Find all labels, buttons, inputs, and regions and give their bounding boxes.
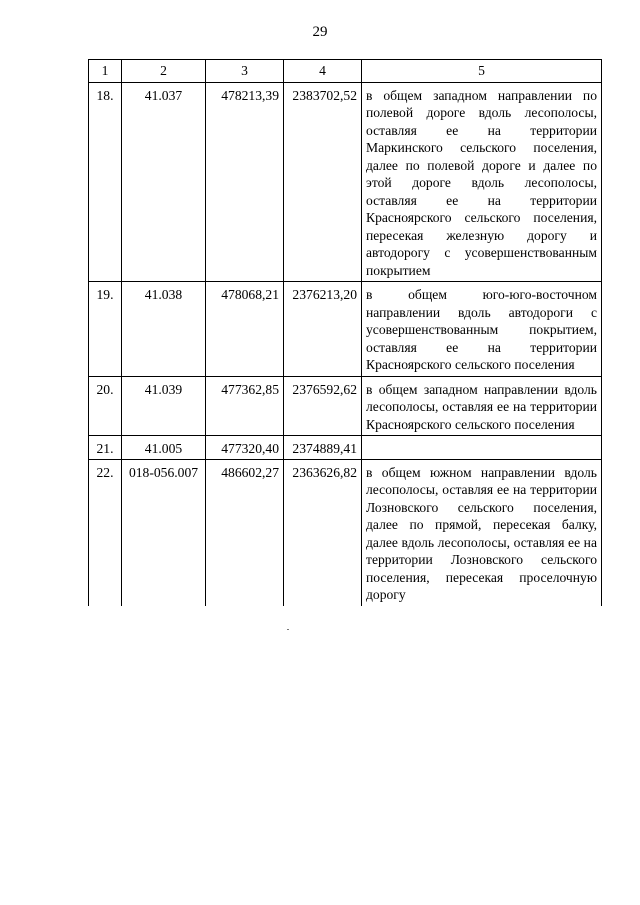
boundary-description — [362, 436, 602, 460]
coordinate-y: 2363626,82 — [284, 459, 362, 606]
point-code: 41.039 — [122, 376, 206, 436]
coordinate-x: 478068,21 — [206, 282, 284, 377]
coordinate-y: 2376213,20 — [284, 282, 362, 377]
row-number: 21. — [89, 436, 122, 460]
boundary-table — [88, 59, 602, 606]
boundary-description: в общем западном направлении по полевой дороге вдоль лесополосы, оставляя ее на территории Маркинского сельского поселения, далее по полевой дороге и далее по этой дороге вдоль лесополосы, оставляя ее на территории Красноярского сельского поселения, пересекая железную дорогу и автодорогу с усовершенствованным покрытием — [362, 82, 602, 282]
row-number: 18. — [89, 82, 122, 282]
point-code: 41.037 — [122, 82, 206, 282]
row-number: 20. — [89, 376, 122, 436]
header-col-3: 3 — [206, 60, 284, 83]
coordinate-y: 2383702,52 — [284, 82, 362, 282]
header-col-2: 2 — [122, 60, 206, 83]
coordinate-y: 2374889,41 — [284, 436, 362, 460]
boundary-description: в общем западном направлении вдоль лесополосы, оставляя ее на территории Красноярского сельского поселения — [362, 376, 602, 436]
boundary-description: в общем юго-юго-восточном направлении вдоль автодороги с усовершенствованным покрытием, оставляя ее на территории Красноярского сельского поселения — [362, 282, 602, 377]
coordinate-x: 478213,39 — [206, 82, 284, 282]
table-row — [89, 459, 602, 606]
boundary-description: в общем южном направлении вдоль лесополосы, оставляя ее на территории Лозновского сельского поселения, далее по прямой, пересекая балку, далее вдоль лесополосы, оставляя ее на территории Лозновского сельского поселения, пересекая проселочную дорогу — [362, 459, 602, 606]
table-row — [89, 282, 602, 377]
point-code: 41.005 — [122, 436, 206, 460]
row-number: 22. — [89, 459, 122, 606]
table-row — [89, 436, 602, 460]
coordinate-y: 2376592,62 — [284, 376, 362, 436]
coordinate-x: 486602,27 — [206, 459, 284, 606]
header-col-1: 1 — [89, 60, 122, 83]
coordinate-x: 477320,40 — [206, 436, 284, 460]
table-header-row — [89, 60, 602, 83]
scan-speck — [287, 629, 289, 630]
table-row — [89, 376, 602, 436]
table-row — [89, 82, 602, 282]
row-number: 19. — [89, 282, 122, 377]
page-number: 29 — [312, 24, 328, 40]
header-col-5: 5 — [362, 60, 602, 83]
coordinate-x: 477362,85 — [206, 376, 284, 436]
point-code: 018-056.007 — [122, 459, 206, 606]
point-code: 41.038 — [122, 282, 206, 377]
header-col-4: 4 — [284, 60, 362, 83]
